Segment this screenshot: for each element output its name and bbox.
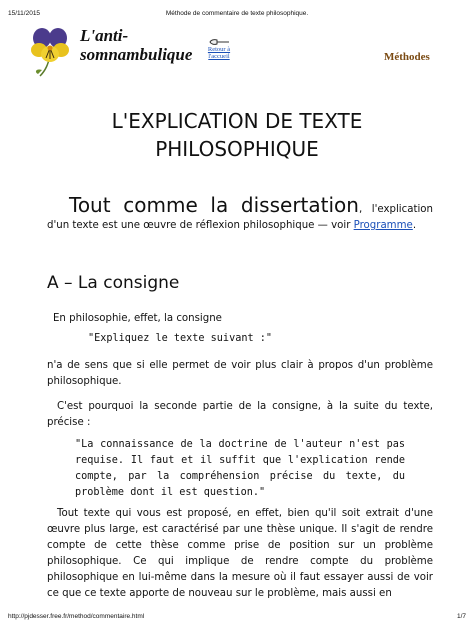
pansy-flower-logo [28,26,72,78]
methodes-nav-label[interactable]: Méthodes [384,51,430,63]
intro-big-text: Tout comme la dissertation [69,193,359,217]
back-to-home-link[interactable] [202,38,236,60]
page-title-line1: L'EXPLICATION DE TEXTE [111,109,363,133]
print-page-number: 1/7 [456,613,466,620]
quote-expliquez: "Expliquez le texte suivant :" [88,333,273,344]
pointing-hand-icon [208,38,230,46]
paragraph-consigne: En philosophie, effet, la consigne [53,313,222,324]
intro-end: . [412,220,417,231]
site-name-line2: somnambulique [80,45,193,64]
print-url: http://pjdesser.free.fr/method/commentaire.html [8,613,145,620]
paragraph-tout-texte: Tout texte qui vous est proposé, en effet, bien qu'il soit extrait d'une œuvre plus large, est caractérisé par une thèse unique. Il s'agit de rendre compte de cette thèse comme prise de position sur un problème philosophique. Ce qui implique de rendre compte du problème philosophique en lui-même dans la mesure où il faut essayer aussi de voir ce que ce texte apporte de nouveau sur le problème, mais aussi en [47,508,433,599]
print-page-title: Méthode de commentaire de texte philosophique. [165,10,309,17]
site-name [80,26,192,64]
programme-link[interactable]: Programme [353,220,413,231]
back-link-line1[interactable]: Retour à [207,46,231,53]
quote-consigne-complete: "La connaissance de la doctrine de l'auteur n'est pas requise. Il faut et il suffit que l'explication rende compte, par la compréhension précise du texte, du problème dont il est question." [75,439,405,498]
back-link-line2[interactable]: l'accueil [208,53,230,60]
site-name-line1: L'anti- [80,26,129,45]
page-title [0,107,474,163]
page-title-line2: PHILOSOPHIQUE [155,137,319,161]
intro-text: , l'explication d'un texte est une œuvre de réflexion philosophique — voir [47,204,433,231]
paragraph-seconde-partie: C'est pourquoi la seconde partie de la consigne, à la suite du texte, précise : [47,401,433,428]
paragraph-sens: n'a de sens que si elle permet de voir plus clair à propos d'un problème philosophique. [47,360,433,387]
section-heading-a: A – La consigne [47,273,180,293]
print-date: 15/11/2015 [8,10,41,17]
intro-paragraph [47,193,433,234]
